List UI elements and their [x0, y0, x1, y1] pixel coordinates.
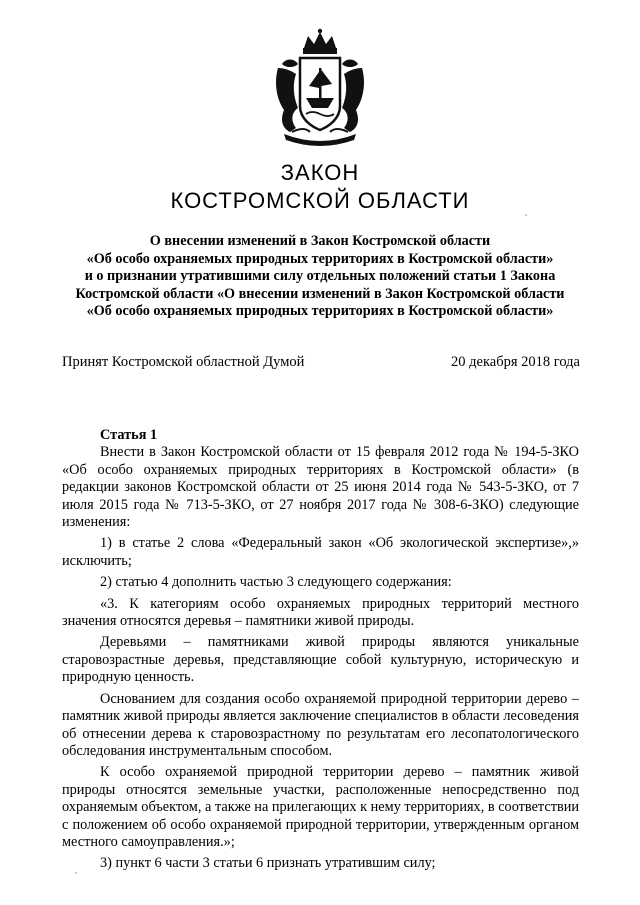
scan-speck: [525, 214, 527, 216]
subject-line: и о признании утратившими силу отдельных положений статьи 1 Закона: [84, 268, 556, 285]
article-paragraph: Внести в Закон Костромской области от 15 февраля 2012 года № 194-5-ЗКО «Об особо охраняемых природных территориях в Костромской области» (в редакции законов Костромской области от 25 июня 2014 года № 543-5-ЗКО, от 7 июля 2015 года № 713-5-ЗКО, от 27 ноября 2017 года № 308-6-ЗКО) следующие изменения:: [62, 444, 579, 531]
subject-line: Костромской области «О внесении изменений в Закон Костромской области: [75, 285, 565, 302]
article-heading: Статья 1: [100, 427, 158, 443]
coat-of-arms-icon: [270, 28, 370, 150]
subject-line: «Об особо охраняемых природных территориях в Костромской области»: [86, 250, 554, 267]
scan-speck: [75, 872, 77, 874]
article-paragraph: Деревьями – памятниками живой природы являются уникальные старовозрастные деревья, представляющие собой культурную, историческую и природную ценность.: [62, 634, 579, 686]
law-title: ЗАКОН: [280, 160, 360, 185]
subject-line: О внесении изменений в Закон Костромской области: [149, 233, 491, 249]
article-paragraph: 2) статью 4 дополнить частью 3 следующего содержания:: [100, 574, 452, 591]
article-paragraph: «3. К категориям особо охраняемых природных территорий местного значения относятся деревья – памятники живой природы.: [62, 595, 579, 630]
law-subject: [60, 233, 580, 321]
article-paragraph: 3) пункт 6 части 3 статьи 6 признать утратившим силу;: [100, 855, 436, 872]
adopted-by: Принят Костромской областной Думой: [62, 354, 305, 370]
adoption-date: 20 декабря 2018 года: [451, 354, 580, 370]
article-body: [62, 427, 579, 873]
article-paragraph: К особо охраняемой природной территории дерево – памятник живой природы относятся земельные участки, расположенные непосредственно под охраняемым объектом, а также на прилегающих к нему территориях, в соответствии с положением об особо охраняемой природной территории, утвержденным органом местного самоуправления.»;: [62, 764, 579, 850]
article-paragraph: 1) в статье 2 слова «Федеральный закон «Об экологической экспертизе»,» исключить;: [62, 535, 579, 569]
subject-line: «Об особо охраняемых природных территориях в Костромской области»: [86, 303, 554, 320]
region-title: КОСТРОМСКОЙ ОБЛАСТИ: [170, 188, 470, 213]
article-paragraph: Основанием для создания особо охраняемой природной территории дерево – памятник живой природы является заключение специалистов в области лесоведения об отнесении дерева к старовозрастному по результатам его лесопатологического обследования инструментальным способом.: [62, 690, 579, 759]
